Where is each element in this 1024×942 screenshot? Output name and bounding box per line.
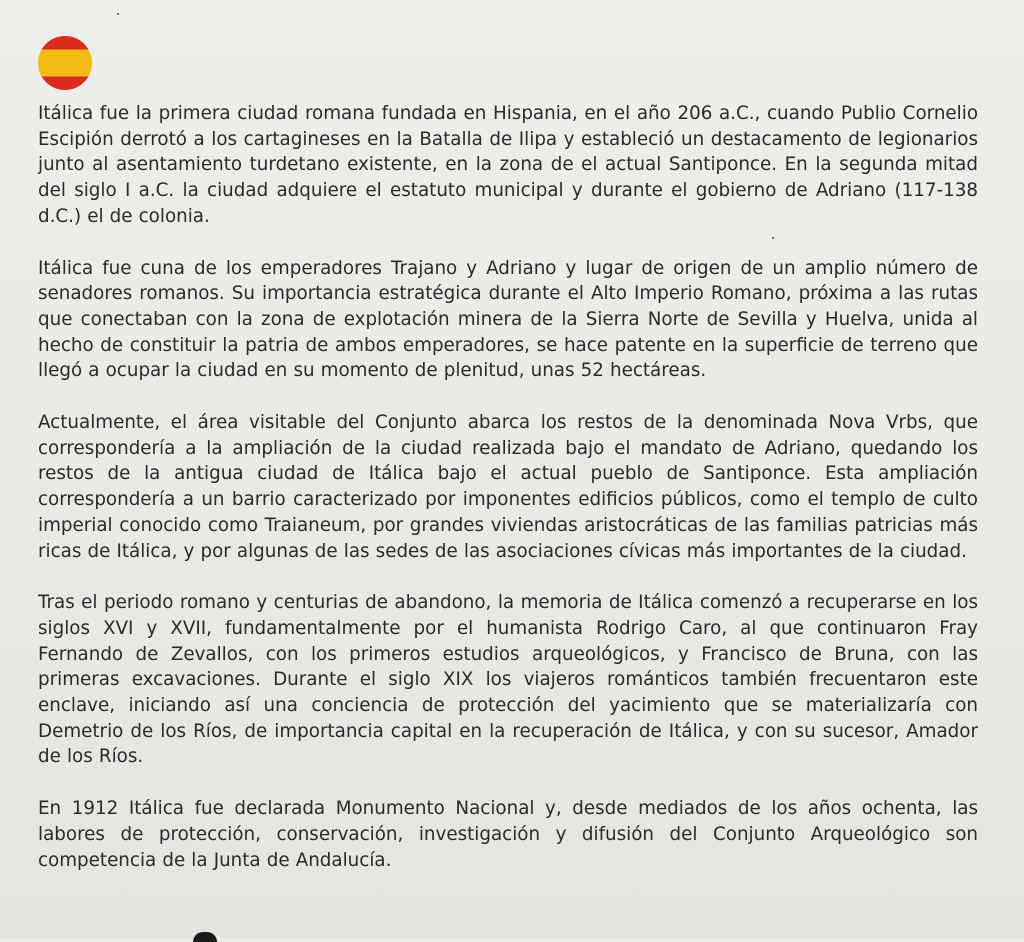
speck-mark [117, 13, 119, 15]
paragraph-3: Actualmente, el área visitable del Conjunto abarca los restos de la denominada Nova Vrbs, que correspondería a la ampliación de la ciudad realizada bajo el mandato de Adriano, quedando los restos de la antigua ciudad de Itálica bajo el actual pueblo de Santiponce. Esta ampliación correspondería a un barrio caracterizado por imponentes edificios públicos, como el templo de culto imperial conocido como Traianeum, por grandes viviendas aristocráticas de las familias patricias más ricas de Itálica, y por algunas de las sedes de las asociaciones cívicas más importantes de la ciudad. [38, 412, 978, 562]
body-text [38, 101, 978, 873]
paragraph-4: Tras el periodo romano y centurias de abandono, la memoria de Itálica comenzó a recuperarse en los siglos XVI y XVII, fundamentalmente por el humanista Rodrigo Caro, al que continuaron Fray Fernando de Zevallos, con los primeros estudios arqueológicos, y Francisco de Bruna, con las primeras excavaciones. Durante el siglo XIX los viajeros románticos también frecuentaron este enclave, iniciando así una conciencia de protección del yacimiento que se materializaría con Demetrio de los Ríos, de importancia capital en la recuperación de Itálica, y con su sucesor, Amador de los Ríos. [38, 592, 978, 768]
bottom-edge-mark [193, 932, 217, 942]
paragraph-1: Itálica fue la primera ciudad romana fundada en Hispania, en el año 206 a.C., cuando Publio Cornelio Escipión derrotó a los cartagineses en la Batalla de Ilipa y estableció un destacamento de legionarios junto al asentamiento turdetano existente, en la zona de el actual Santiponce. En la segunda mitad del siglo I a.C. la ciudad adquiere el estatuto municipal y durante el gobierno de Adriano (117-138 d.C.) el de colonia. [38, 103, 978, 227]
spain-flag-icon [38, 36, 92, 90]
paragraph-5: En 1912 Itálica fue declarada Monumento Nacional y, desde mediados de los años ochenta, las labores de protección, conservación, investigación y difusión del Conjunto Arqueológico son competencia de la Junta de Andalucía. [38, 798, 978, 871]
paragraph-2: Itálica fue cuna de los emperadores Trajano y Adriano y lugar de origen de un amplio número de senadores romanos. Su importancia estratégica durante el Alto Imperio Romano, próxima a las rutas que conectaban con la zona de explotación minera de la Sierra Norte de Sevilla y Huelva, unida al hecho de constituir la patria de ambos emperadores, se hace patente en la superficie de terreno que llegó a ocupar la ciudad en su momento de plenitud, unas 52 hectáreas. [38, 257, 978, 382]
speck-mark [772, 237, 774, 239]
